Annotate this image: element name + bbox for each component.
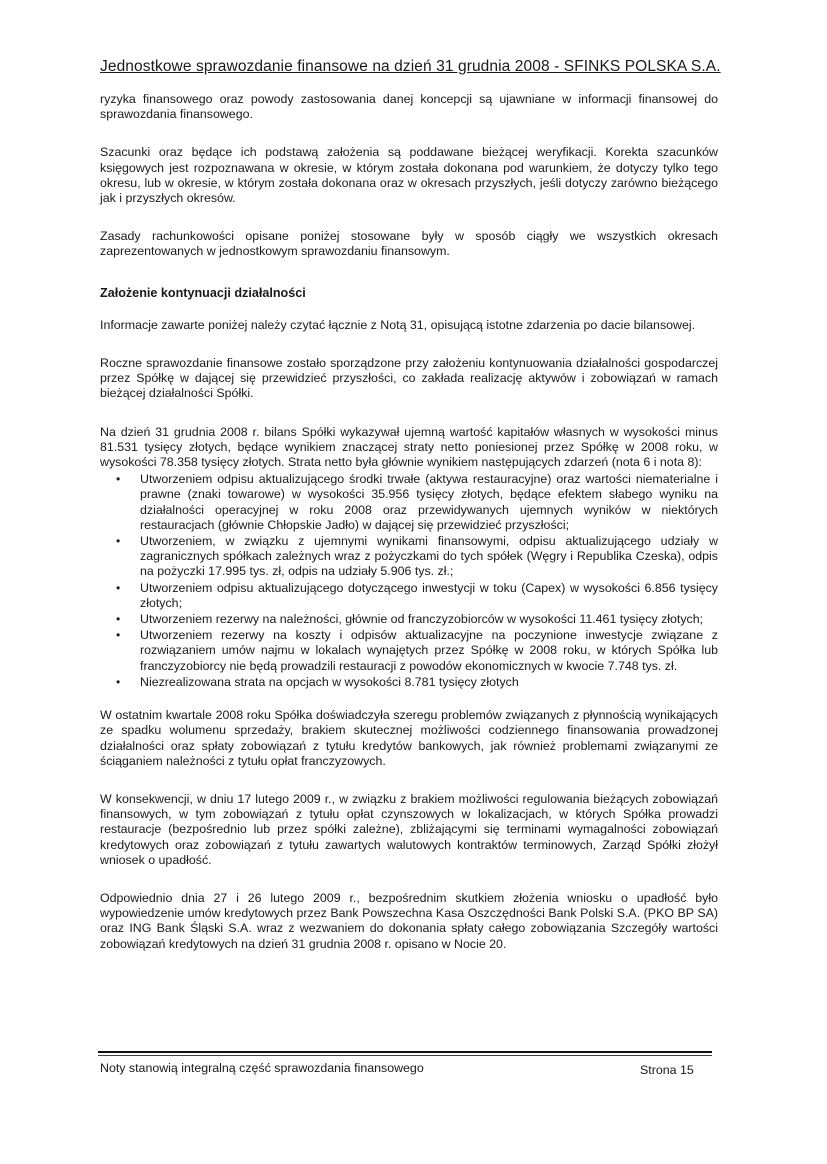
list-item-text: Utworzeniem, w związku z ujemnymi wynikami finansowymi, odpisu aktualizującego udziały w zagranicznych spółkach zależnych wraz z pożyczkami do tych spółek (Węgry i Republika Czeska), odpis na pożyczki 17.995 tys. zł, odpis na udziały 5.906 tys. zł.; <box>140 534 718 579</box>
list-item <box>100 628 718 674</box>
paragraph-liquidity-problems: W ostatnim kwartale 2008 roku Spółka doświadczyła szeregu problemów związanych z płynnością wynikających ze spadku wolumenu sprzedaży, brakiem skutecznej możliwości codziennego finansowania prowadzonej działalności oraz spłaty zobowiązań z tytułu kredytów bankowych, jak również problemami związanymi ze ściąganiem należności z tytułu opłat franczyzowych. <box>100 708 718 768</box>
loss-causes-list <box>100 472 718 690</box>
paragraph-accounting-policies: Zasady rachunkowości opisane poniżej stosowane były w sposób ciągły we wszystkich okresach zaprezentowanych w jednostkowym sprawozdaniu finansowym. <box>100 229 718 259</box>
bullet-icon: • <box>116 472 121 487</box>
list-item-text: Utworzeniem rezerwy na koszty i odpisów aktualizacyjne na poczynione inwestycje związane z rozwiązaniem umów najmu w lokalach wynajętych przez Spółkę w 2008 roku, w których Spółka lub franczyzobiorcy nie będą prowadzili restauracji z powodów ekonomicznych w kwocie 7.748 tys. zł. <box>140 628 718 673</box>
paragraph-going-concern-assumption: Roczne sprawozdanie finansowe zostało sporządzone przy założeniu kontynuowania działalności gospodarczej przez Spółkę w dającej się przewidzieć przyszłości, co zakłada realizację aktywów i zobowiązań w ramach bieżącej działalności Spółki. <box>100 356 718 401</box>
paragraph-note-31-reference: Informacje zawarte poniżej należy czytać łącznie z Notą 31, opisującą istotne zdarzenia po dacie bilansowej. <box>100 317 696 332</box>
list-item <box>100 675 718 690</box>
section-heading-going-concern: Założenie kontynuacji działalności <box>100 285 306 300</box>
list-item-text: Utworzeniem rezerwy na należności, głównie od franczyzobiorców w wysokości 11.461 tysięcy złotych; <box>140 612 704 627</box>
paragraph-risk-concept: ryzyka finansowego oraz powody zastosowania danej koncepcji są ujawniane w informacji finansowej do sprawozdania finansowego. <box>100 92 718 122</box>
bullet-icon: • <box>116 628 121 643</box>
paragraph-estimates: Szacunki oraz będące ich podstawą założenia są poddawane bieżącej weryfikacji. Korekta szacunków księgowych jest rozpoznawana w okresie, w którym została dokonana pod warunkiem, że dotyczy tylko tego okresu, lub w okresie, w którym została dokonana oraz w okresach przyszłych, jeśli dotyczy zarówno bieżącego jak i przyszłych okresów. <box>100 145 718 206</box>
list-item <box>100 581 718 611</box>
document-header-title: Jednostkowe sprawozdanie finansowe na dzień 31 grudnia 2008 - SFINKS POLSKA S.A. <box>100 58 721 75</box>
list-item-text: Utworzeniem odpisu aktualizującego dotyczącego inwestycji w toku (Capex) w wysokości 6.856 tysięcy złotych; <box>140 580 718 610</box>
paragraph-negative-equity: Na dzień 31 grudnia 2008 r. bilans Spółki wykazywał ujemną wartość kapitałów własnych w wysokości minus 81.531 tysięcy złotych, będące wynikiem znaczącej straty netto poniesionej przez Spółkę w 2008 roku, w wysokości 78.358 tysięcy złotych. Strata netto była głównie wynikiem następujących zdarzeń (nota 6 i nota 8): <box>100 424 718 470</box>
footer-note: Noty stanowią integralną część sprawozdania finansowego <box>100 1061 424 1075</box>
document-body <box>100 92 718 975</box>
list-item <box>100 612 718 627</box>
footer-divider <box>98 1051 712 1053</box>
list-item <box>100 472 718 533</box>
bullet-icon: • <box>116 534 121 549</box>
bullet-icon: • <box>116 674 121 689</box>
list-item-text: Utworzeniem odpisu aktualizującego środki trwałe (aktywa restauracyjne) oraz wartości niematerialne i prawne (znaki towarowe) w wysokości 35.956 tysięcy złotych, będące efektem słabego wyniku na działalności operacyjnej w roku 2008 oraz przewidywanych ujemnych wyników w niektórych restauracjach (głównie Chłopskie Jadło) w dającej się przewidzieć przyszłości; <box>140 472 718 532</box>
bullet-icon: • <box>116 580 121 595</box>
page-number: Strona 15 <box>640 1063 694 1077</box>
paragraph-loan-termination: Odpowiednio dnia 27 i 26 lutego 2009 r., bezpośrednim skutkiem złożenia wniosku o upadłość było wypowiedzenie umów kredytowych przez Bank Powszechna Kasa Oszczędności Bank Polski S.A. (PKO BP SA) oraz ING Bank Śląski S.A. wraz z wezwaniem do dokonania spłaty całego zobowiązania Szczegóły wartości zobowiązań kredytowych na dzień 31 grudnia 2008 r. opisano w Nocie 20. <box>100 890 718 951</box>
bullet-icon: • <box>116 612 121 627</box>
list-item-text: Niezrealizowana strata na opcjach w wysokości 8.781 tysięcy złotych <box>140 674 519 689</box>
paragraph-bankruptcy-filing: W konsekwencji, w dniu 17 lutego 2009 r., w związku z brakiem możliwości regulowania bieżących zobowiązań finansowych, w tym zobowiązań z tytułu opłat czynszowych w lokalizacjach, w których Spółka prowadzi restauracje (bezpośrednio lub przez spółki zależne), zbliżającymi się terminami wymagalności zobowiązań kredytowych oraz zobowiązań z tytułu zawartych walutowych kontraktów terminowych, Zarząd Spółki złożył wniosek o upadłość. <box>100 791 718 867</box>
footer-divider-secondary <box>98 1055 712 1056</box>
list-item <box>100 534 718 580</box>
